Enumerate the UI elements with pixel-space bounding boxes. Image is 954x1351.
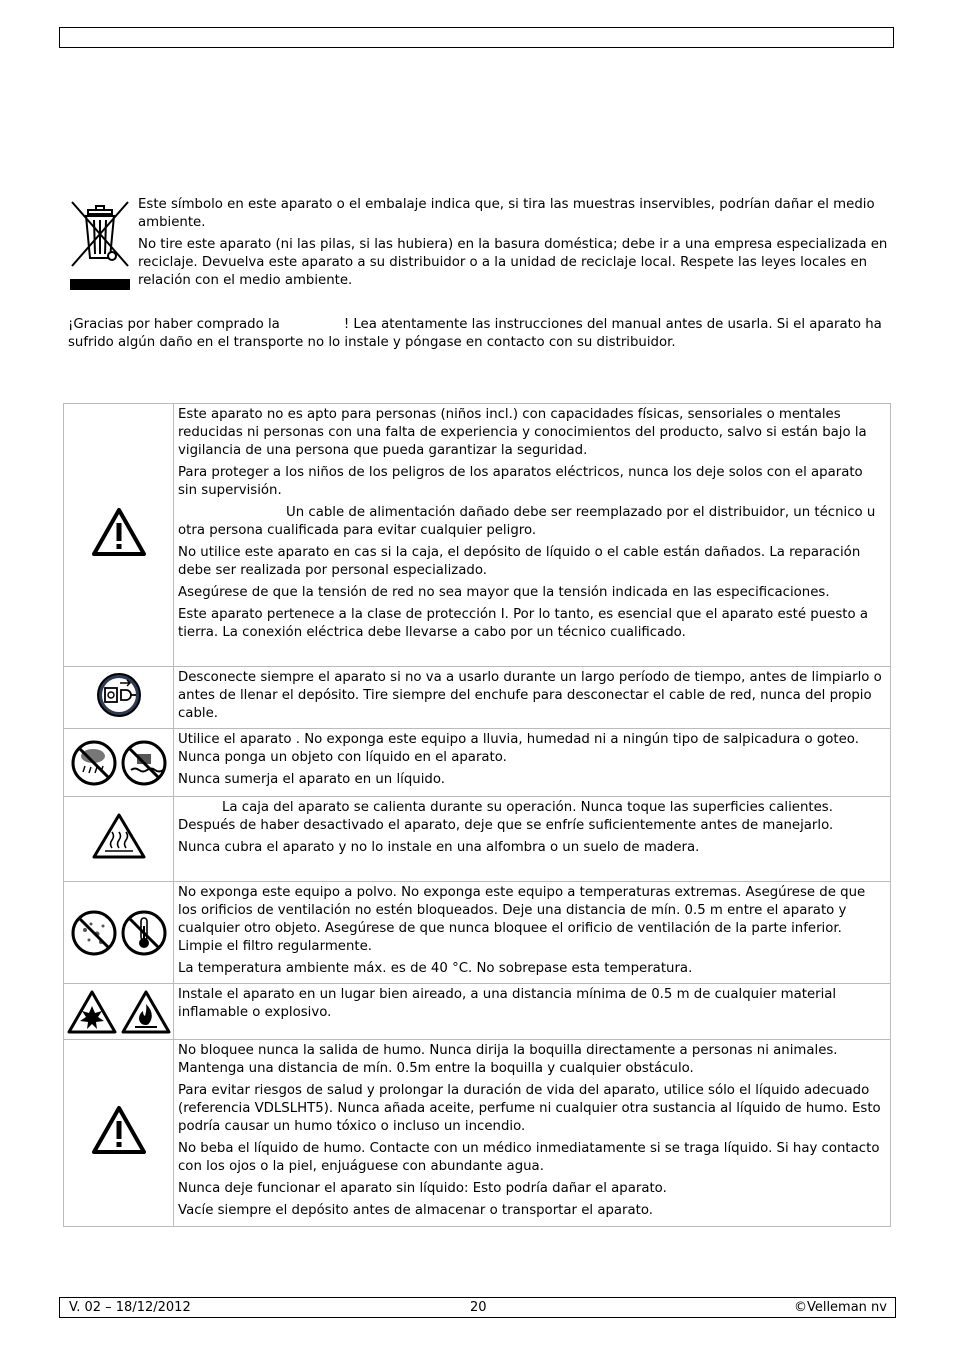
weee-text bbox=[138, 196, 888, 294]
footer-copyright: ©Velleman nv bbox=[793, 1300, 887, 1315]
hot-surface-icon bbox=[91, 812, 147, 860]
safety-paragraph: Instale el aparato en un lugar bien aireado, a una distancia mínima de 0.5 m de cualquier material inflamable o explosivo. bbox=[178, 987, 837, 1020]
safety-paragraph: Este aparato no es apto para personas (niños incl.) con capacidades físicas, sensoriales o mentales reducidas ni personas con una falta de experiencia y conocimientos del producto, salvo si están bajo la vigilancia de una persona que pueda garantizar la seguridad. bbox=[178, 407, 867, 458]
safety-paragraph: Asegúrese de que la tensión de red no sea mayor que la tensión indicada en las especificaciones. bbox=[178, 585, 830, 600]
safety-paragraph: Para proteger a los niños de los peligros de los aparatos eléctricos, nunca los deje solos con el aparato sin supervisión. bbox=[178, 465, 863, 498]
safety-paragraph: Nunca cubra el aparato y no lo instale en una alfombra o un suelo de madera. bbox=[178, 840, 700, 855]
text-cell bbox=[174, 797, 891, 882]
safety-paragraph: Utilice el aparato . No exponga este equipo a lluvia, humedad ni a ningún tipo de salpicadura o goteo. Nunca ponga un objeto con líquido en el aparato. bbox=[178, 732, 859, 765]
safety-row bbox=[64, 729, 891, 797]
icon-cell bbox=[64, 797, 174, 882]
safety-text: Un cable de alimentación dañado debe ser reemplazado por el distribuidor, un técnico u otra persona cualificada para evitar cualquier peligro. bbox=[178, 505, 876, 538]
icon-group bbox=[64, 990, 173, 1034]
safety-row bbox=[64, 984, 891, 1040]
safety-paragraph: La temperatura ambiente máx. es de 40 °C. No sobrepase esta temperatura. bbox=[178, 961, 693, 976]
icon-cell bbox=[64, 984, 174, 1040]
safety-paragraph: Para evitar riesgos de salud y prolongar la duración de vida del aparato, utilice sólo el líquido adecuado (referencia VDLSLHT5). Nunca añada aceite, perfume ni cualquier otra sustancia al líquido de humo. Esto podría causar un humo tóxico o incluso un incendio. bbox=[178, 1083, 881, 1134]
warning-triangle-icon bbox=[91, 507, 147, 557]
text-cell bbox=[174, 667, 891, 729]
text-cell bbox=[174, 1040, 891, 1227]
text-cell bbox=[174, 882, 891, 984]
text-cell bbox=[174, 984, 891, 1040]
unplug-icon bbox=[96, 672, 142, 718]
text-cell bbox=[174, 729, 891, 797]
intro-paragraph bbox=[68, 316, 888, 352]
safety-paragraph: Desconecte siempre el aparato si no va a usarlo durante un largo período de tiempo, antes de limpiarlo o antes de llenar el depósito. Tire siempre del enchufe para desconectar el cable de red, nunca del propio cable. bbox=[178, 670, 882, 721]
icon-cell bbox=[64, 404, 174, 667]
intro-part-2: ! Lea atentamente las instrucciones del manual antes de usarla. Si el aparato ha sufrido algún daño en el transporte no lo instale y póngase en contacto con su distribuidor. bbox=[68, 317, 882, 350]
safety-row bbox=[64, 404, 891, 667]
safety-paragraph: Nunca sumerja el aparato en un líquido. bbox=[178, 772, 445, 787]
icon-cell bbox=[64, 667, 174, 729]
explosive-icon bbox=[67, 990, 117, 1034]
no-extreme-temperature-icon bbox=[121, 910, 167, 956]
intro-part-1: ¡Gracias por haber comprado la bbox=[68, 317, 280, 332]
no-water-icon bbox=[121, 740, 167, 786]
warning-triangle-icon bbox=[91, 1105, 147, 1155]
safety-paragraph: No utilice este aparato en cas si la caja, el depósito de líquido o el cable están dañados. La reparación debe ser realizada por personal especializado. bbox=[178, 545, 861, 578]
no-dust-icon bbox=[71, 910, 117, 956]
safety-paragraph bbox=[178, 504, 885, 540]
safety-paragraph bbox=[178, 799, 885, 835]
safety-paragraph: Nunca deje funcionar el aparato sin líquido: Esto podría dañar el aparato. bbox=[178, 1181, 667, 1196]
safety-paragraph: Vacíe siempre el depósito antes de almacenar o transportar el aparato. bbox=[178, 1203, 654, 1218]
weee-paragraph-2: No tire este aparato (ni las pilas, si las hubiera) en la basura doméstica; debe ir a una empresa especializada en reciclaje. Devuelva este aparato a su distribuidor o a la unidad de reciclaje local. Respete las leyes locales en relación con el medio ambiente. bbox=[138, 237, 888, 288]
safety-paragraph: No bloquee nunca la salida de humo. Nunca dirija la boquilla directamente a personas ni animales. Mantenga una distancia de mín. 0.5m entre la boquilla y cualquier obstáculo. bbox=[178, 1043, 838, 1076]
safety-row bbox=[64, 1040, 891, 1227]
safety-table bbox=[63, 403, 891, 1227]
safety-row bbox=[64, 667, 891, 729]
weee-paragraph-1: Este símbolo en este aparato o el embalaje indica que, si tira las muestras inservibles, podrían dañar el medio ambiente. bbox=[138, 197, 875, 230]
weee-crossed-bin-icon bbox=[68, 196, 132, 292]
text-cell bbox=[174, 404, 891, 667]
footer-version: V. 02 – 18/12/2012 bbox=[69, 1300, 191, 1315]
no-rain-icon bbox=[71, 740, 117, 786]
icon-group bbox=[64, 740, 173, 786]
safety-row bbox=[64, 882, 891, 984]
safety-paragraph: No exponga este equipo a polvo. No exponga este equipo a temperaturas extremas. Asegúrese de que los orificios de ventilación no estén bloqueados. Deje una distancia de mín. 0.5 m entre el aparato y cualquier otro objeto. Asegúrese de que nunca bloquee el orificio de ventilación de la parte inferior. Limpie el filtro regularmente. bbox=[178, 885, 866, 954]
footer bbox=[59, 1297, 896, 1318]
header-box bbox=[59, 27, 894, 48]
footer-page-number: 20 bbox=[470, 1300, 487, 1315]
icon-cell bbox=[64, 729, 174, 797]
icon-cell bbox=[64, 882, 174, 984]
safety-row bbox=[64, 797, 891, 882]
safety-paragraph: No beba el líquido de humo. Contacte con un médico inmediatamente si se traga líquido. Si hay contacto con los ojos o la piel, enjuáguese con abundante agua. bbox=[178, 1141, 880, 1174]
flammable-icon bbox=[121, 990, 171, 1034]
icon-group bbox=[64, 910, 173, 956]
icon-cell bbox=[64, 1040, 174, 1227]
safety-paragraph: Este aparato pertenece a la clase de protección I. Por lo tanto, es esencial que el aparato esté puesto a tierra. La conexión eléctrica debe llevarse a cabo por un técnico cualificado. bbox=[178, 607, 868, 640]
safety-text: La caja del aparato se calienta durante su operación. Nunca toque las superficies calientes. Después de haber desactivado el aparato, deje que se enfríe suficientemente antes de manejarlo. bbox=[178, 800, 834, 833]
